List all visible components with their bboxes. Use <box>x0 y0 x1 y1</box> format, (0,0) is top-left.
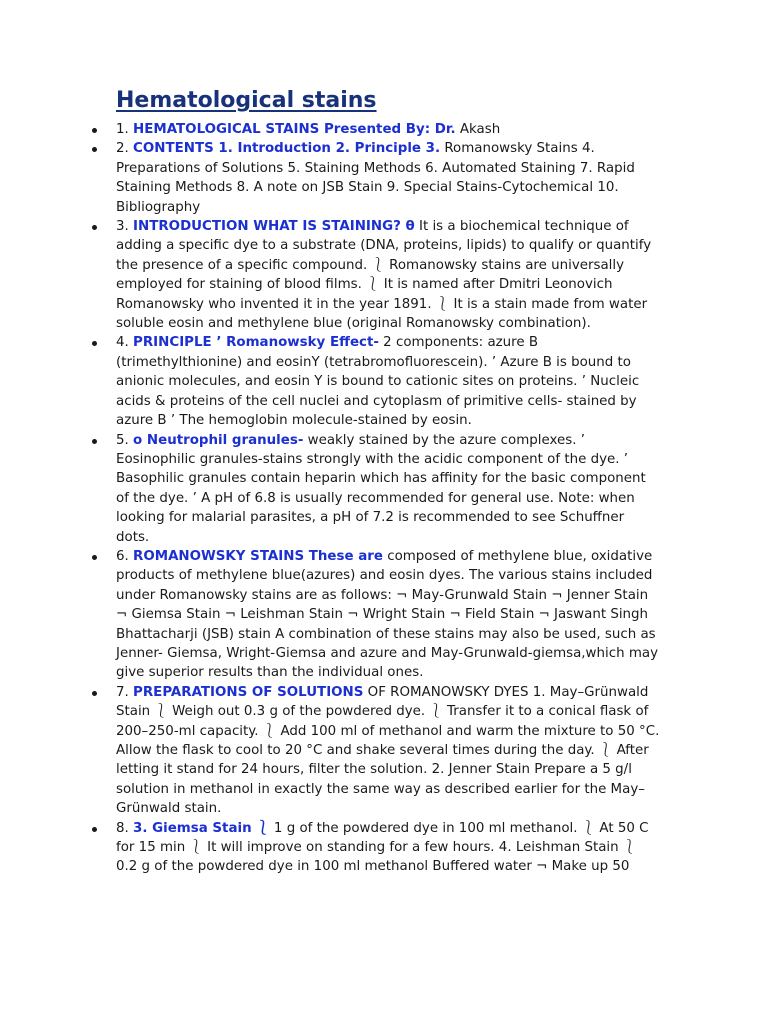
item-heading: ROMANOWSKY STAINS These are <box>133 548 383 564</box>
item-number: 2. <box>116 141 134 157</box>
item-heading: INTRODUCTION WHAT IS STAINING? θ <box>133 219 415 235</box>
item-text: composed of methylene blue, oxidative products of methylene blue(azures) and eosin dyes. The various stains included under Romanowsky stains are as follows: ¬ May-Grunwald Stain ¬ Jenner Stain ¬ Giemsa Stain ¬ Leishman Stain ¬ Wright Stain ¬ Field Stain ¬ Jaswant Singh Bhattacharji (JSB) stain A combination of these stains may also be used, such as Jenner- Giemsa, Wright-Giemsa and azure and May-Grunwald-giemsa,which may give superior results than the individual ones. <box>116 548 658 681</box>
item-heading: 3. Giemsa Stain ⎱ <box>133 820 270 836</box>
item-number: 8. <box>116 820 134 836</box>
item-text: Romanowsky Stains 4. Preparations of Solutions 5. Staining Methods 6. Automated Staining 7. Rapid Staining Methods 8. A note on JSB Stain 9. Special Stains-Cytochemical 10. Bibliography <box>116 141 635 215</box>
item-text: 2 components: azure B (trimethylthionine) and eosinY (tetrabromofluorescein). ’ Azure B is bound to anionic molecules, and eosin Y is bound to cationic sites on proteins. ’ Nucleic acids & proteins of the cell nuclei and cytoplasm of primitive cells- stained by azure B ’ The hemoglobin molecule-stained by eosin. <box>116 335 640 429</box>
item-text: Akash <box>455 122 501 137</box>
list-item <box>116 120 661 139</box>
list-item <box>116 217 661 333</box>
item-heading: CONTENTS 1. Introduction 2. Principle 3. <box>133 141 441 157</box>
item-number: 3. <box>116 219 134 235</box>
item-heading: o Neutrophil granules- <box>133 432 304 448</box>
list-item <box>116 333 661 430</box>
list-item <box>116 683 661 819</box>
item-text: 1 g of the powdered dye in 100 ml methanol. ⎱ At 50 C for 15 min ⎱ It will improve on standing for a few hours. 4. Leishman Stain ⎱ 0.2 g of the powdered dye in 100 ml methanol Buffered water ¬ Make up 50 <box>116 820 649 875</box>
list-item <box>116 547 661 683</box>
item-text: weakly stained by the azure complexes. ’ Eosinophilic granules-stains strongly with the acidic component of the dye. ’ Basophilic granules contain heparin which has affinity for the basic component of the dye. ’ A pH of 6.8 is usually recommended for general use. Note: when looking for malarial parasites, a pH of 7.2 is recommended to see Schuffner dots. <box>116 432 646 545</box>
list-item <box>116 431 661 547</box>
item-number: 6. <box>116 548 134 564</box>
list-item <box>116 139 661 217</box>
slide-list <box>116 120 661 877</box>
item-number: 7. <box>116 684 134 700</box>
list-item <box>116 819 661 877</box>
item-heading: HEMATOLOGICAL STAINS Presented By: Dr. <box>133 122 456 137</box>
item-heading: PREPARATIONS OF SOLUTIONS <box>133 684 364 700</box>
item-heading: PRINCIPLE ’ Romanowsky Effect- <box>133 335 379 351</box>
item-number: 1. <box>116 122 134 137</box>
item-text: OF ROMANOWSKY DYES 1. May–Grünwald Stain ⎱ Weigh out 0.3 g of the powdered dye. ⎱ Transfer it to a conical flask of 200–250-ml capacity. ⎱ Add 100 ml of methanol and warm the mixture to 50 °C. Allow the flask to cool to 20 °C and shake several times during the day. ⎱ After letting it stand for 24 hours, filter the solution. 2. Jenner Stain Prepare a 5 g/l solution in methanol in exactly the same way as described earlier for the May–Grünwald stain. <box>116 684 660 817</box>
page-title: Hematological stains <box>116 88 377 113</box>
item-text: It is a biochemical technique of adding a specific dye to a substrate (DNA, proteins, lipids) to qualify or quantify the presence of a specific compound. ⎱ Romanowsky stains are universally employed for staining of blood films. ⎱ It is named after Dmitri Leonovich Romanowsky who invented it in the year 1891. ⎱ It is a stain made from water soluble eosin and methylene blue (original Romanowsky combination). <box>116 219 652 332</box>
item-number: 4. <box>116 335 134 351</box>
item-number: 5. <box>116 432 134 448</box>
